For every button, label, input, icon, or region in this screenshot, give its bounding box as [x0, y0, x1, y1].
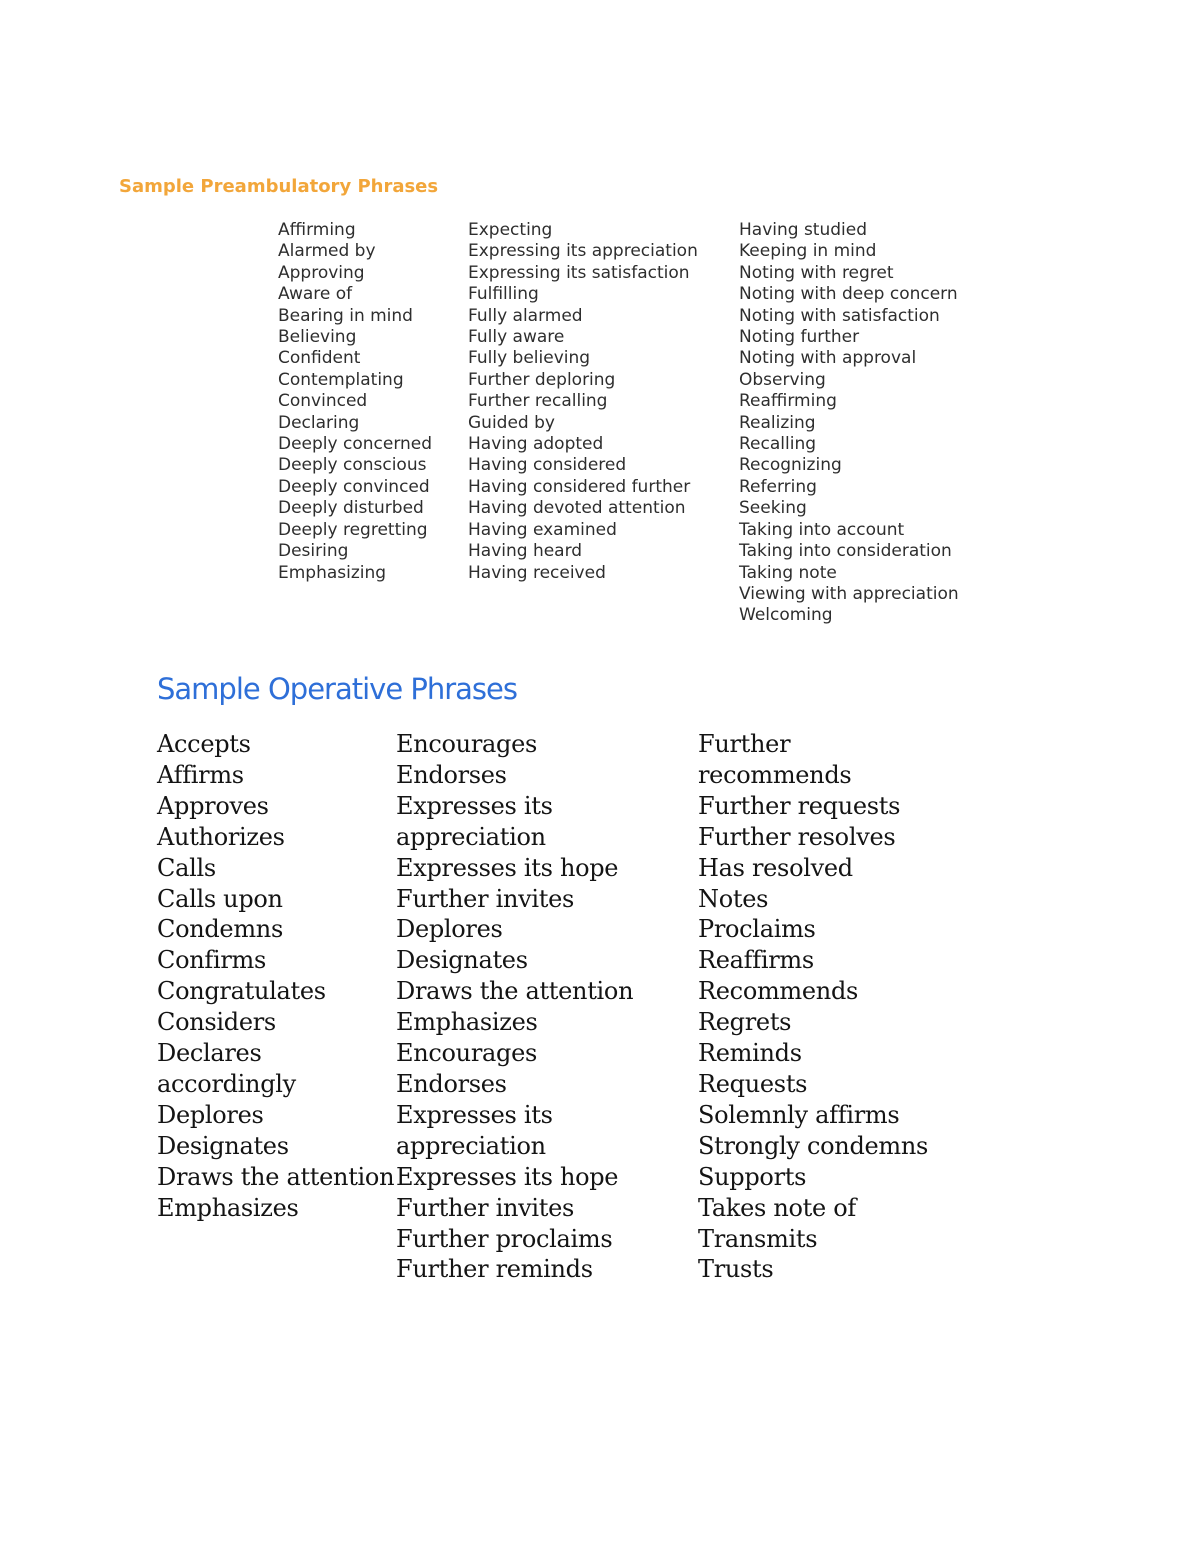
- preambulatory-phrase: Bearing in mind: [278, 305, 413, 326]
- preambulatory-phrase: Believing: [278, 327, 357, 348]
- preambulatory-phrase: Having considered further: [468, 476, 691, 497]
- operative-phrase: Congratulates: [157, 977, 326, 1006]
- operative-phrase: Takes note of: [698, 1193, 856, 1222]
- operative-phrase: Affirms: [157, 760, 244, 789]
- preambulatory-column-3: [739, 220, 959, 627]
- preambulatory-phrase: Fully alarmed: [468, 305, 583, 326]
- operative-phrase: Draws the attention: [396, 977, 634, 1006]
- preambulatory-phrase: Aware of: [278, 284, 353, 305]
- preambulatory-phrase: Confident: [278, 348, 361, 369]
- preambulatory-heading: Sample Preambulatory Phrases: [119, 176, 439, 197]
- preambulatory-phrase: Deeply convinced: [278, 476, 430, 497]
- preambulatory-phrase: Expecting: [468, 220, 553, 240]
- operative-heading: Sample Operative Phrases: [157, 672, 517, 706]
- operative-phrase: Encourages: [396, 730, 537, 758]
- operative-phrase: Expresses its: [396, 791, 553, 820]
- preambulatory-phrase: Observing: [739, 369, 826, 390]
- preambulatory-column-2: [468, 220, 698, 584]
- operative-phrase: Further: [698, 730, 791, 758]
- preambulatory-phrase: Guided by: [468, 412, 555, 433]
- operative-phrase: Requests: [698, 1069, 808, 1098]
- preambulatory-phrase: Taking note: [739, 562, 837, 583]
- preambulatory-phrase: Expressing its satisfaction: [468, 262, 690, 283]
- preambulatory-phrase: Having adopted: [468, 434, 604, 455]
- operative-phrase: Expresses its hope: [396, 1162, 619, 1191]
- operative-phrase: Transmits: [698, 1224, 818, 1253]
- preambulatory-phrase: Recognizing: [739, 455, 842, 476]
- preambulatory-phrase: Fully aware: [468, 327, 565, 348]
- preambulatory-phrase: Referring: [739, 476, 817, 497]
- operative-phrase: Authorizes: [157, 822, 285, 851]
- operative-column-1: [157, 729, 394, 1224]
- preambulatory-phrase: Affirming: [278, 220, 356, 240]
- operative-phrase: Deplores: [396, 915, 503, 944]
- preambulatory-phrase: Convinced: [278, 391, 368, 412]
- preambulatory-phrase: Having heard: [468, 541, 583, 562]
- preambulatory-phrase: Deeply conscious: [278, 455, 427, 476]
- preambulatory-phrase: Having received: [468, 562, 606, 583]
- preambulatory-column-1: [278, 220, 432, 584]
- operative-phrase: Condemns: [157, 915, 283, 944]
- preambulatory-phrase: Further recalling: [468, 391, 608, 412]
- preambulatory-phrase: Having studied: [739, 220, 868, 240]
- operative-phrase: appreciation: [396, 1131, 546, 1160]
- preambulatory-phrase: Further deploring: [468, 369, 616, 390]
- operative-phrase: Reaffirms: [698, 946, 814, 975]
- operative-phrase: Expresses its hope: [396, 853, 619, 882]
- preambulatory-phrase: Taking into consideration: [739, 541, 952, 562]
- preambulatory-phrase: Noting with regret: [739, 262, 894, 283]
- operative-phrase: Further resolves: [698, 822, 896, 851]
- operative-phrase: Reminds: [698, 1039, 802, 1068]
- operative-phrase: Strongly condemns: [698, 1131, 929, 1160]
- operative-phrase: recommends: [698, 760, 852, 789]
- operative-phrase: Considers: [157, 1008, 276, 1037]
- operative-phrase: Calls upon: [157, 884, 283, 913]
- preambulatory-phrase: Approving: [278, 262, 365, 283]
- operative-phrase: Endorses: [396, 1069, 507, 1098]
- preambulatory-phrase: Deeply regretting: [278, 519, 428, 540]
- operative-phrase: Has resolved: [698, 853, 853, 882]
- operative-phrase: Endorses: [396, 760, 507, 789]
- operative-phrase: Draws the attention: [157, 1162, 395, 1191]
- operative-phrase: Declares: [157, 1039, 262, 1068]
- preambulatory-phrase: Declaring: [278, 412, 360, 433]
- preambulatory-phrase: Expressing its appreciation: [468, 241, 698, 262]
- preambulatory-phrase: Fully believing: [468, 348, 591, 369]
- preambulatory-phrase: Reaffirming: [739, 391, 837, 412]
- operative-phrase: Designates: [396, 946, 528, 975]
- operative-phrase: Emphasizes: [157, 1193, 299, 1222]
- preambulatory-phrase: Emphasizing: [278, 562, 387, 583]
- operative-phrase: Further requests: [698, 791, 901, 820]
- preambulatory-phrase: Noting further: [739, 327, 860, 348]
- preambulatory-phrase: Having considered: [468, 455, 627, 476]
- preambulatory-phrase: Welcoming: [739, 605, 833, 626]
- preambulatory-phrase: Desiring: [278, 541, 349, 562]
- operative-phrase: Accepts: [157, 730, 251, 758]
- operative-phrase: Proclaims: [698, 915, 816, 944]
- preambulatory-phrase: Deeply concerned: [278, 434, 433, 455]
- operative-phrase: Trusts: [698, 1255, 774, 1284]
- preambulatory-phrase: Seeking: [739, 498, 807, 519]
- operative-phrase: appreciation: [396, 822, 546, 851]
- preambulatory-phrase: Contemplating: [278, 369, 404, 390]
- operative-phrase: Recommends: [698, 977, 859, 1006]
- preambulatory-phrase: Viewing with appreciation: [739, 583, 959, 604]
- operative-phrase: Further reminds: [396, 1255, 593, 1284]
- operative-column-2: [396, 729, 633, 1285]
- preambulatory-phrase: Realizing: [739, 412, 816, 433]
- operative-phrase: Further proclaims: [396, 1224, 613, 1253]
- preambulatory-phrase: Recalling: [739, 434, 817, 455]
- preambulatory-phrase: Noting with satisfaction: [739, 305, 940, 326]
- operative-phrase: Designates: [157, 1131, 289, 1160]
- preambulatory-phrase: Deeply disturbed: [278, 498, 424, 519]
- operative-phrase: Notes: [698, 884, 769, 913]
- operative-phrase: Further invites: [396, 1193, 575, 1222]
- preambulatory-phrase: Having examined: [468, 519, 617, 540]
- preambulatory-phrase: Having devoted attention: [468, 498, 686, 519]
- preambulatory-phrase: Noting with approval: [739, 348, 917, 369]
- operative-phrase: Deplores: [157, 1100, 264, 1129]
- preambulatory-phrase: Keeping in mind: [739, 241, 877, 262]
- operative-phrase: Calls: [157, 853, 216, 882]
- preambulatory-phrase: Taking into account: [739, 519, 905, 540]
- operative-phrase: Confirms: [157, 946, 266, 975]
- preambulatory-phrase: Alarmed by: [278, 241, 376, 262]
- operative-phrase: Further invites: [396, 884, 575, 913]
- operative-phrase: Approves: [157, 791, 269, 820]
- operative-phrase: Emphasizes: [396, 1008, 538, 1037]
- preambulatory-phrase: Fulfilling: [468, 284, 539, 305]
- operative-phrase: Regrets: [698, 1008, 792, 1037]
- operative-phrase: Expresses its: [396, 1100, 553, 1129]
- operative-phrase: Encourages: [396, 1039, 537, 1068]
- operative-phrase: Supports: [698, 1162, 807, 1191]
- preambulatory-phrase: Noting with deep concern: [739, 284, 958, 305]
- operative-phrase: Solemnly affirms: [698, 1100, 900, 1129]
- operative-column-3: [698, 729, 928, 1285]
- operative-phrase: accordingly: [157, 1069, 296, 1098]
